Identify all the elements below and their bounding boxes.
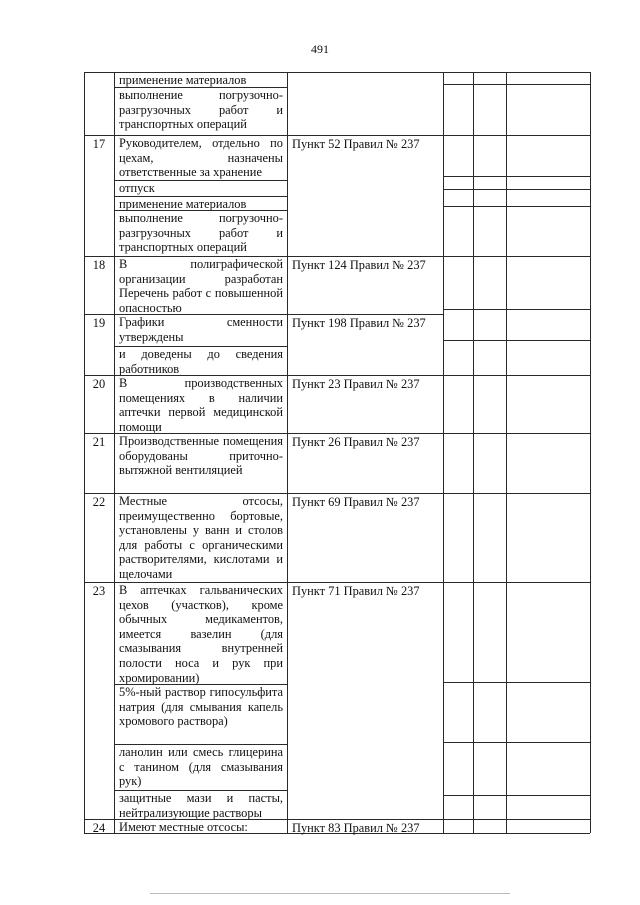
check-grid-line bbox=[443, 189, 590, 190]
check-grid-line bbox=[443, 206, 590, 207]
row-number: 18 bbox=[92, 258, 106, 272]
check-grid-line bbox=[443, 309, 590, 310]
row-number: 20 bbox=[92, 377, 106, 391]
column-border bbox=[473, 72, 474, 833]
check-grid-line bbox=[443, 833, 590, 834]
regulation-reference: Пункт 23 Правил № 237 bbox=[292, 377, 420, 391]
regulation-reference: Пункт 124 Правил № 237 bbox=[292, 258, 426, 272]
check-grid-line bbox=[443, 340, 590, 341]
requirement-text: Графики сменности утверждены bbox=[119, 315, 283, 344]
check-grid-line bbox=[443, 742, 590, 743]
regulation-reference: Пункт 52 Правил № 237 bbox=[292, 137, 420, 151]
check-grid-line bbox=[443, 256, 590, 257]
row-number: 24 bbox=[92, 821, 106, 835]
check-grid-line bbox=[443, 493, 590, 494]
requirement-text: защитные мази и пасты, нейтрализующие растворы bbox=[119, 791, 283, 819]
check-grid-line bbox=[443, 135, 590, 136]
scan-edge-line bbox=[150, 893, 510, 894]
requirement-text: 5%-ный раствор гипосульфита натрия (для смывания капель хромового раствора) bbox=[119, 685, 283, 729]
check-grid-line bbox=[443, 72, 590, 73]
regulation-reference: Пункт 71 Правил № 237 bbox=[292, 584, 420, 598]
check-grid-line bbox=[443, 582, 590, 583]
check-grid-line bbox=[443, 84, 590, 85]
regulation-reference: Пункт 26 Правил № 237 bbox=[292, 435, 420, 449]
row-number: 19 bbox=[92, 316, 106, 330]
requirement-text: применение материалов bbox=[119, 197, 247, 210]
requirement-text: В производственных помещениях в наличии аптечки первой медицинской помощи bbox=[119, 376, 283, 433]
check-grid-line bbox=[443, 433, 590, 434]
regulation-reference: Пункт 69 Правил № 237 bbox=[292, 495, 420, 509]
check-grid-line bbox=[443, 795, 590, 796]
requirement-text: Руководителем, отдельно по цехам, назначены ответственные за хранение bbox=[119, 136, 283, 180]
requirement-text: отпуск bbox=[119, 181, 155, 195]
row-number: 22 bbox=[92, 495, 106, 509]
requirement-text: выполнение погрузочно-разгрузочных работ и транспортных операций bbox=[119, 88, 283, 132]
requirement-text: и доведены до сведения работников bbox=[119, 347, 283, 375]
check-grid-line bbox=[443, 375, 590, 376]
regulation-reference: Пункт 83 Правил № 237 bbox=[292, 821, 420, 835]
row-number: 23 bbox=[92, 584, 106, 598]
column-border bbox=[443, 72, 444, 833]
check-grid-line bbox=[443, 819, 590, 820]
requirement-text: ланолин или смесь глицерина с танином (для смазывания рук) bbox=[119, 745, 283, 789]
row-number: 17 bbox=[92, 137, 106, 151]
requirement-text: Имеют местные отсосы: bbox=[119, 820, 248, 833]
requirement-text: В аптечках гальванических цехов (участков), кроме обычных медикаментов, имеется вазелин (для смазывания внутренней полости носа и рук при хромировании) bbox=[119, 583, 283, 684]
check-grid-line bbox=[443, 682, 590, 683]
requirement-text: выполнение погрузочно-разгрузочных работ и транспортных операций bbox=[119, 211, 283, 255]
requirement-text: Местные отсосы, преимущественно бортовые, установлены у ванн и столов для работы с органическими растворителями, кислотами и щелочами bbox=[119, 494, 283, 581]
requirement-text: В полиграфической организации разработан Перечень работ с повышенной опасностью bbox=[119, 257, 283, 314]
page-number: 491 bbox=[311, 42, 329, 56]
check-grid-line bbox=[443, 176, 590, 177]
column-border bbox=[287, 72, 288, 833]
requirement-text: Производственные помещения оборудованы приточно-вытяжной вентиляцией bbox=[119, 434, 283, 478]
column-border bbox=[84, 72, 85, 833]
column-border bbox=[506, 72, 507, 833]
row-number: 21 bbox=[92, 435, 106, 449]
requirement-text: применение материалов bbox=[119, 73, 247, 87]
column-border bbox=[590, 72, 591, 833]
regulation-reference: Пункт 198 Правил № 237 bbox=[292, 316, 426, 330]
